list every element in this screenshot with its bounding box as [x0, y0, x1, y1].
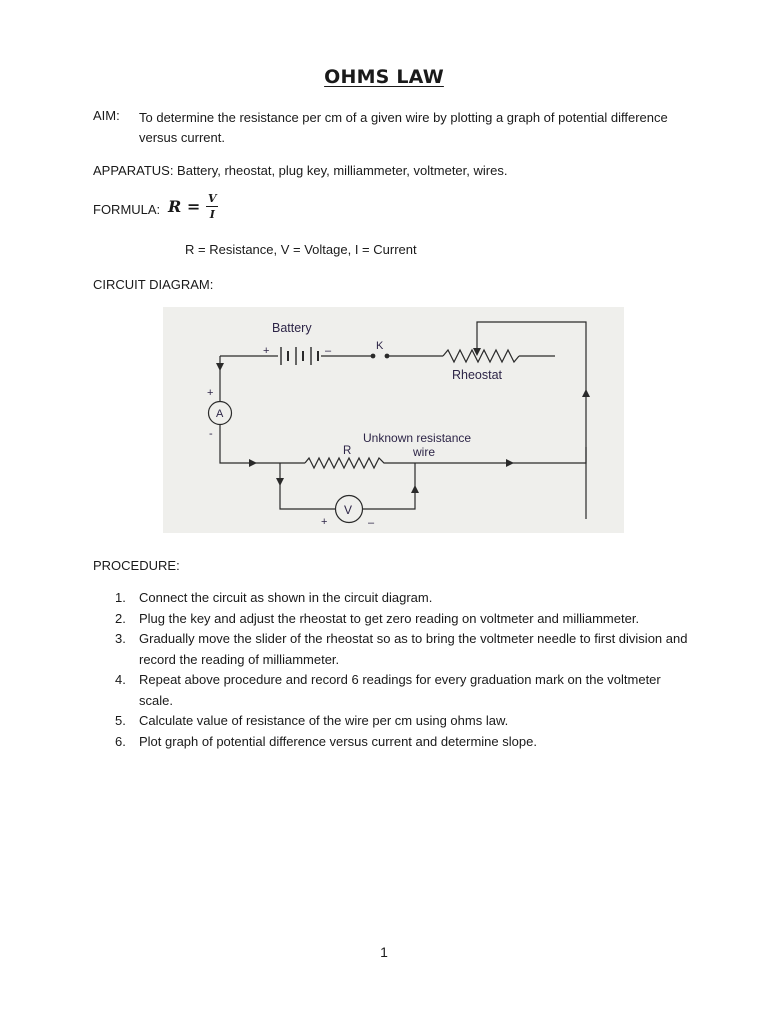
formula-denominator: I	[209, 208, 215, 221]
step-number: 6.	[115, 733, 126, 749]
step-number: 1.	[115, 590, 126, 605]
procedure-heading: PROCEDURE:	[93, 558, 180, 573]
circuit-diagram	[163, 307, 624, 533]
procedure-step	[93, 609, 693, 630]
rheostat-slider-wire	[477, 322, 586, 519]
arrow-wire-mid	[506, 459, 514, 467]
unknown-resistance-label: Unknown resistance	[363, 431, 472, 445]
arrow-right-up	[582, 389, 590, 397]
circuit-heading: CIRCUIT DIAGRAM:	[93, 277, 214, 292]
wire-left-lower	[220, 425, 305, 463]
wire-voltmeter-right	[362, 463, 415, 509]
step-text: Plot graph of potential difference versus current and determine slope.	[139, 733, 537, 749]
ammeter-plus: +	[207, 387, 214, 399]
procedure-list	[93, 588, 693, 752]
ammeter-label: A	[216, 408, 224, 420]
procedure-step	[93, 588, 693, 609]
arrow-voltmeter-up	[411, 485, 419, 493]
wire-right	[509, 447, 586, 463]
formula-numerator: V	[208, 192, 217, 205]
voltmeter-plus: +	[321, 516, 328, 528]
battery-minus: –	[325, 345, 332, 357]
step-text: Gradually move the slider of the rheostat so as to bring the voltmeter needle to first division and record the reading of milliammeter.	[139, 631, 688, 667]
arrow-wire-right	[249, 459, 257, 467]
circuit-svg	[163, 307, 624, 533]
ammeter-minus: -	[209, 428, 213, 440]
key-label: K	[376, 340, 384, 352]
arrow-node-down	[276, 478, 284, 486]
unknown-resistor-coil	[305, 458, 509, 468]
arrow-left-down	[216, 363, 224, 371]
formula-lhs: R =	[168, 197, 201, 216]
formula-legend: R = Resistance, V = Voltage, I = Current	[185, 242, 417, 257]
step-text: Repeat above procedure and record 6 readings for every graduation mark on the voltmeter scale.	[139, 672, 661, 708]
apparatus-line: APPARATUS: Battery, rheostat, plug key, milliammeter, voltmeter, wires.	[93, 163, 508, 178]
fraction-bar	[206, 206, 218, 207]
wire-voltmeter-left	[280, 463, 335, 509]
formula-label: FORMULA:	[93, 202, 161, 217]
step-number: 2.	[115, 610, 126, 626]
resistor-label: R	[343, 445, 352, 457]
voltmeter-minus: –	[368, 517, 375, 529]
procedure-step	[93, 711, 693, 732]
rheostat-coil	[443, 350, 519, 362]
step-number: 5.	[115, 713, 126, 728]
procedure-step	[93, 732, 693, 753]
page-number: 1	[380, 944, 388, 960]
aim-label: AIM:	[93, 108, 120, 123]
title-text: OHMS LAW	[324, 66, 444, 88]
battery-plus: +	[263, 345, 270, 357]
voltmeter-label: V	[344, 503, 353, 517]
key-contact-left	[371, 354, 376, 359]
battery-label: Battery	[272, 321, 312, 335]
unknown-wire-label: wire	[413, 445, 436, 459]
step-number: 4.	[115, 672, 126, 687]
step-text: Plug the key and adjust the rheostat to get zero reading on voltmeter and milliammeter.	[139, 610, 640, 626]
key-contact-right	[385, 354, 390, 359]
step-number: 3.	[115, 631, 126, 646]
step-text: Connect the circuit as shown in the circuit diagram.	[139, 590, 433, 605]
rheostat-label: Rheostat	[452, 368, 503, 382]
formula-fraction	[206, 192, 218, 221]
aim-text: To determine the resistance per cm of a given wire by plotting a graph of potential difference versus current.	[139, 110, 668, 145]
document-title	[0, 66, 768, 88]
procedure-step	[93, 629, 693, 670]
step-text: Calculate value of resistance of the wire per cm using ohms law.	[139, 713, 509, 728]
procedure-step	[93, 670, 693, 711]
formula-expression	[168, 192, 218, 221]
